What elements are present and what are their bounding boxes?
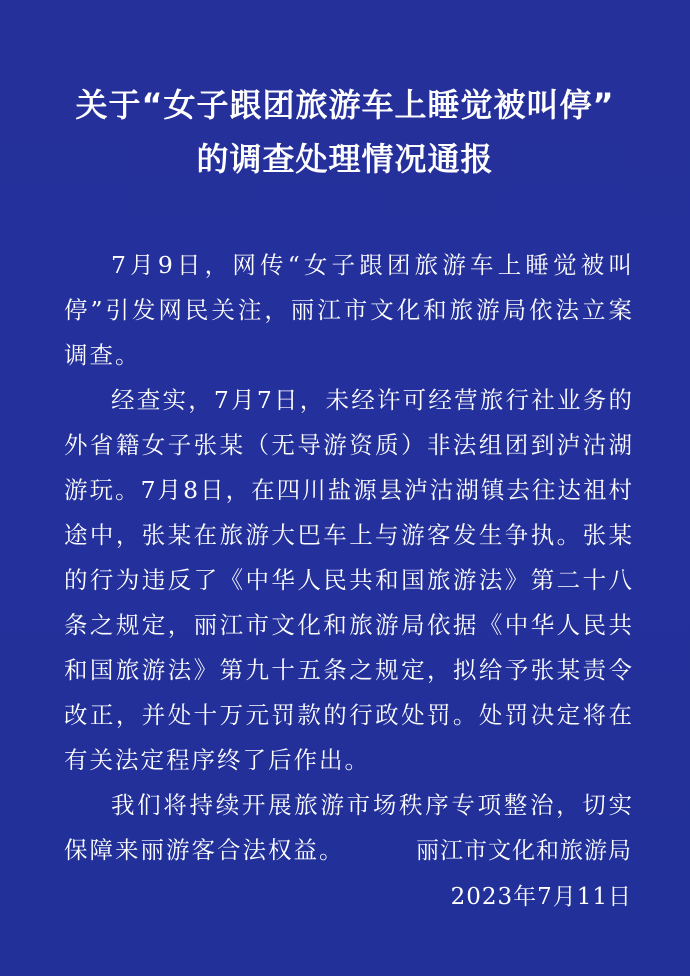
title-line-2: 的调查处理情况通报 — [196, 140, 494, 178]
issuer-name: 丽江市文化和旅游局 — [416, 838, 632, 864]
paragraph-2: 经查实，7月7日，未经许可经营旅行社业务的外省籍女子张某（无导游资质）非法组团到泸沽湖游玩。7月8日，在四川盐源县泸沽湖镇去往达祖村途中，张某在旅游大巴车上与游客发生争执。张某的行为违反了《中华人民共和国旅游法》第二十八条之规定，丽江市文化和旅游局依据《中华人民共和国旅游法》第九十五条之规定，拟给予张某责令改正，并处十万元罚款的行政处罚。处罚决定将在有关法定程序终了后作出。 — [64, 386, 634, 774]
notice-title — [0, 78, 690, 186]
notice-body — [64, 243, 634, 873]
paragraph-1: 7月9日，网传“女子跟团旅游车上睡觉被叫停”引发网民关注，丽江市文化和旅游局依法立案调查。 — [64, 251, 634, 369]
paragraph-3: 我们将持续开展旅游市场秩序专项整治，切实保障来丽游客合法权益。 — [64, 791, 634, 864]
signature-block — [416, 828, 632, 920]
title-line-1: 关于“女子跟团旅游车上睡觉被叫停” — [75, 86, 615, 124]
issue-date: 2023年7月11日 — [450, 884, 632, 910]
